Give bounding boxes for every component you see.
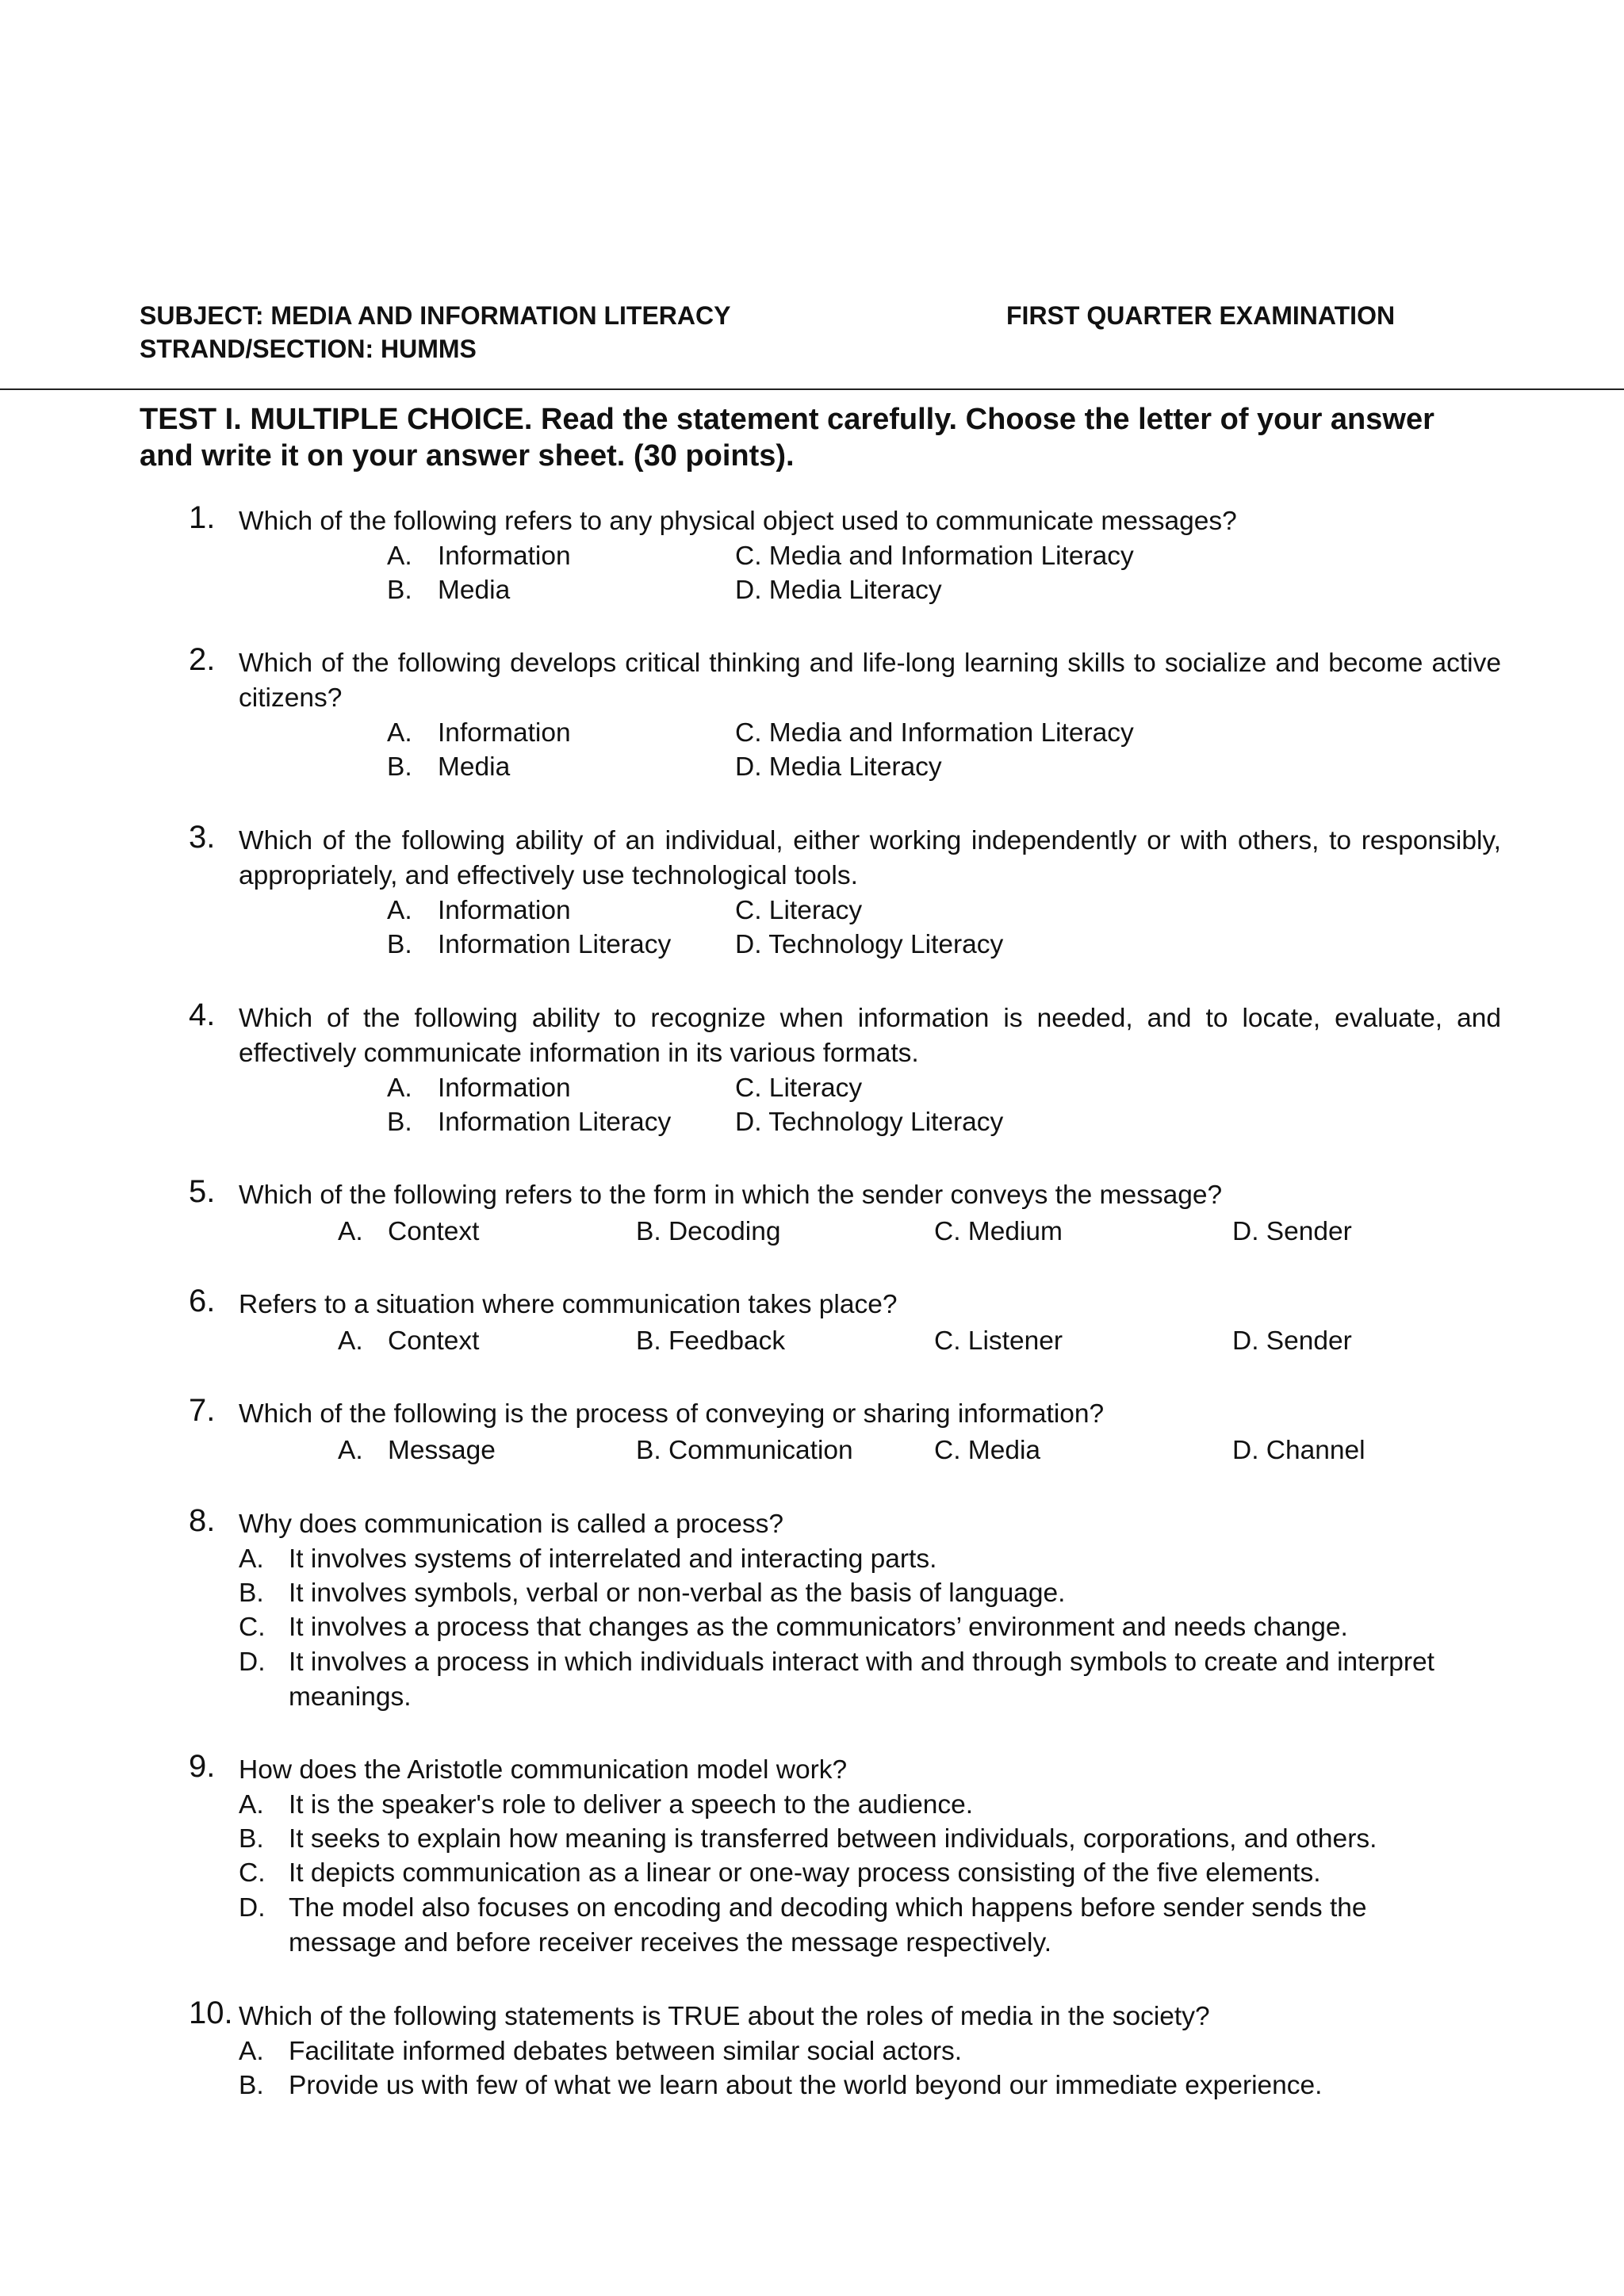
option-letter: B. bbox=[387, 930, 412, 959]
option-c: C. Media and Information Literacy bbox=[735, 718, 1134, 748]
question-text: Refers to a situation where communication takes place? bbox=[239, 1290, 898, 1319]
option-text: It depicts communication as a linear or one-way process consisting of the five elements. bbox=[289, 1858, 1321, 1888]
option-text: Message bbox=[388, 1436, 496, 1465]
option-text: Information Literacy bbox=[438, 1108, 672, 1137]
option-b: B. Communication bbox=[636, 1436, 853, 1465]
option-letter: B. bbox=[239, 2071, 264, 2100]
exam-title: FIRST QUARTER EXAMINATION bbox=[1006, 301, 1396, 330]
option-letter: A. bbox=[338, 1436, 363, 1465]
question-number: 8. bbox=[189, 1503, 216, 1538]
strand-label: STRAND/SECTION: HUMMS bbox=[140, 335, 477, 363]
option-letter: A. bbox=[239, 1544, 264, 1574]
subject-label: SUBJECT: MEDIA AND INFORMATION LITERACY bbox=[140, 301, 731, 330]
option-letter: C. bbox=[239, 1613, 266, 1642]
option-letter: C. bbox=[239, 1858, 266, 1888]
question-text: Which of the following ability to recognize when information is needed, and to locate, evaluate, and effectively communicate information in its various formats. bbox=[239, 1004, 1501, 1068]
question-number: 2. bbox=[189, 642, 216, 677]
option-letter: A. bbox=[338, 1217, 363, 1246]
option-text: Information bbox=[438, 718, 571, 748]
option-d: D. Channel bbox=[1232, 1436, 1365, 1465]
instructions-line-1: TEST I. MULTIPLE CHOICE. Read the statement carefully. Choose the letter of your answer bbox=[140, 403, 1434, 436]
question-text: How does the Aristotle communication model work? bbox=[239, 1755, 848, 1785]
option-letter: A. bbox=[239, 1790, 264, 1820]
question-text: Which of the following ability of an individual, either working independently or with others, to responsibly, appropriately, and effectively use technological tools. bbox=[239, 826, 1501, 890]
option-text: Facilitate informed debates between similar social actors. bbox=[289, 2037, 963, 2066]
question-text: Which of the following refers to the form in which the sender conveys the message? bbox=[239, 1181, 1223, 1210]
option-letter: A. bbox=[387, 541, 412, 571]
option-text: Media bbox=[438, 576, 511, 605]
option-c: C. Media bbox=[934, 1436, 1041, 1465]
option-letter: B. bbox=[239, 1824, 264, 1854]
question-number: 9. bbox=[189, 1749, 216, 1784]
option-letter: D. bbox=[239, 1647, 266, 1677]
option-c: C. Literacy bbox=[735, 896, 863, 925]
option-d: D. Media Literacy bbox=[735, 576, 942, 605]
option-letter: A. bbox=[239, 2037, 264, 2066]
option-text: It involves symbols, verbal or non-verbal as the basis of language. bbox=[289, 1578, 1066, 1608]
option-text: Provide us with few of what we learn about the world beyond our immediate experience. bbox=[289, 2071, 1323, 2100]
option-text: Context bbox=[388, 1217, 480, 1246]
option-text: Information bbox=[438, 896, 571, 925]
option-c: C. Medium bbox=[934, 1217, 1063, 1246]
question-number: 5. bbox=[189, 1174, 216, 1209]
option-text: Information Literacy bbox=[438, 930, 672, 959]
option-c: C. Literacy bbox=[735, 1073, 863, 1103]
option-text: It involves a process in which individuals interact with and through symbols to create and interpret meanings. bbox=[289, 1647, 1434, 1712]
option-c: C. Media and Information Literacy bbox=[735, 541, 1134, 571]
question-number: 7. bbox=[189, 1393, 216, 1428]
option-text: Context bbox=[388, 1326, 480, 1356]
instructions-line-2: and write it on your answer sheet. (30 points). bbox=[140, 439, 795, 473]
option-d: D. Sender bbox=[1232, 1326, 1352, 1356]
option-c: C. Listener bbox=[934, 1326, 1063, 1356]
option-text: It is the speaker's role to deliver a speech to the audience. bbox=[289, 1790, 974, 1820]
option-text: Media bbox=[438, 752, 511, 782]
option-letter: A. bbox=[338, 1326, 363, 1356]
option-letter: B. bbox=[387, 576, 412, 605]
option-letter: D. bbox=[239, 1893, 266, 1923]
option-text: Information bbox=[438, 1073, 571, 1103]
option-letter: A. bbox=[387, 1073, 412, 1103]
option-text: It involves a process that changes as the communicators’ environment and needs change. bbox=[289, 1613, 1348, 1642]
option-letter: B. bbox=[239, 1578, 264, 1608]
question-number: 4. bbox=[189, 997, 216, 1032]
question-number: 1. bbox=[189, 500, 216, 535]
option-letter: A. bbox=[387, 896, 412, 925]
option-d: D. Media Literacy bbox=[735, 752, 942, 782]
option-letter: B. bbox=[387, 1108, 412, 1137]
option-b: B. Feedback bbox=[636, 1326, 786, 1356]
question-text: Which of the following refers to any physical object used to communicate messages? bbox=[239, 507, 1237, 536]
option-text: It involves systems of interrelated and interacting parts. bbox=[289, 1544, 937, 1574]
question-number: 10. bbox=[189, 1996, 233, 2030]
option-d: D. Technology Literacy bbox=[735, 930, 1004, 959]
header-divider bbox=[0, 388, 1624, 390]
question-text: Which of the following statements is TRUE about the roles of media in the society? bbox=[239, 2002, 1210, 2031]
test-instructions bbox=[140, 401, 1503, 474]
option-letter: B. bbox=[387, 752, 412, 782]
question-number: 6. bbox=[189, 1284, 216, 1318]
option-letter: A. bbox=[387, 718, 412, 748]
question-text: Why does communication is called a process? bbox=[239, 1510, 784, 1539]
option-text: The model also focuses on encoding and decoding which happens before sender sends the message and before receiver receives the message respectively. bbox=[289, 1893, 1367, 1957]
option-b: B. Decoding bbox=[636, 1217, 781, 1246]
option-text: Information bbox=[438, 541, 571, 571]
question-number: 3. bbox=[189, 820, 216, 855]
option-d: D. Sender bbox=[1232, 1217, 1352, 1246]
question-text: Which of the following is the process of conveying or sharing information? bbox=[239, 1399, 1105, 1429]
option-text: It seeks to explain how meaning is transferred between individuals, corporations, and others. bbox=[289, 1824, 1377, 1854]
question-text: Which of the following develops critical thinking and life-long learning skills to socialize and become active citizens? bbox=[239, 649, 1501, 713]
option-d: D. Technology Literacy bbox=[735, 1108, 1004, 1137]
